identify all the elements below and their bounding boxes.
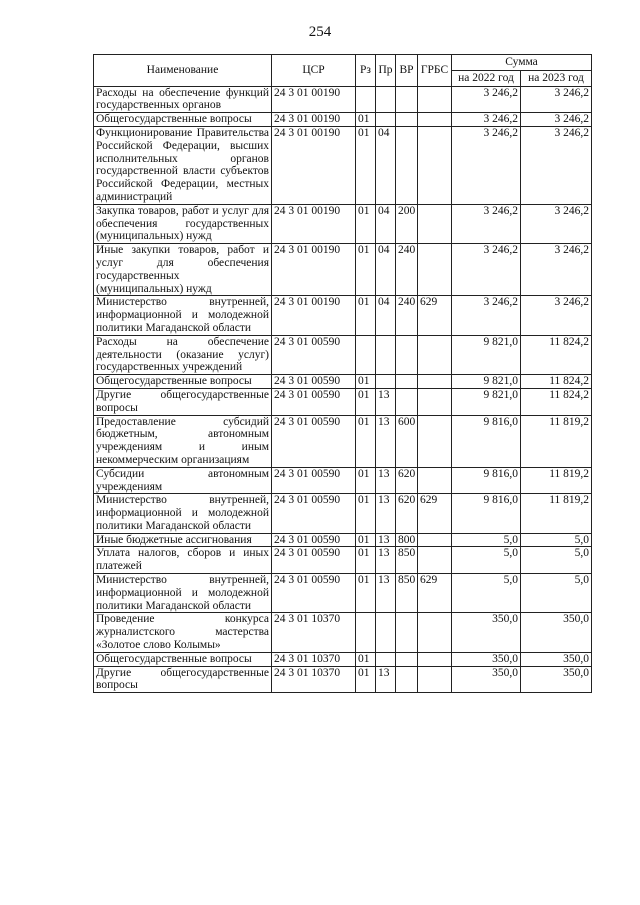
cell-csr: 24 3 01 00590 xyxy=(272,547,356,574)
cell-vr xyxy=(396,126,418,204)
cell-csr: 24 3 01 00590 xyxy=(272,415,356,467)
cell-rz: 01 xyxy=(356,494,376,533)
cell-name: Иные бюджетные ассигнования xyxy=(94,533,272,547)
cell-grbs: 629 xyxy=(418,296,452,335)
cell-csr: 24 3 01 00190 xyxy=(272,296,356,335)
cell-name: Общегосударственные вопросы xyxy=(94,113,272,127)
cell-sum-2023: 5,0 xyxy=(521,547,592,574)
cell-csr: 24 3 01 00590 xyxy=(272,467,356,494)
cell-name: Расходы на обеспечение функций государственных органов xyxy=(94,86,272,113)
cell-pr: 04 xyxy=(376,244,396,296)
cell-grbs xyxy=(418,388,452,415)
cell-grbs xyxy=(418,375,452,389)
cell-vr: 620 xyxy=(396,467,418,494)
cell-grbs xyxy=(418,613,452,652)
table-body xyxy=(94,86,592,693)
cell-csr: 24 3 01 00190 xyxy=(272,204,356,243)
cell-rz: 01 xyxy=(356,375,376,389)
cell-rz: 01 xyxy=(356,547,376,574)
cell-csr: 24 3 01 10370 xyxy=(272,613,356,652)
cell-sum-2022: 3 246,2 xyxy=(452,244,521,296)
cell-sum-2023: 3 246,2 xyxy=(521,113,592,127)
header-rz: Рз xyxy=(356,55,376,87)
cell-sum-2022: 350,0 xyxy=(452,666,521,693)
table-row xyxy=(94,415,592,467)
cell-sum-2023: 11 819,2 xyxy=(521,415,592,467)
header-grbs: ГРБС xyxy=(418,55,452,87)
cell-grbs: 629 xyxy=(418,494,452,533)
header-2022: на 2022 год xyxy=(452,70,521,86)
table-row xyxy=(94,613,592,652)
cell-sum-2023: 3 246,2 xyxy=(521,204,592,243)
table-row xyxy=(94,574,592,613)
cell-vr: 800 xyxy=(396,533,418,547)
cell-name: Общегосударственные вопросы xyxy=(94,375,272,389)
cell-sum-2023: 5,0 xyxy=(521,574,592,613)
table-row xyxy=(94,335,592,374)
cell-grbs xyxy=(418,86,452,113)
cell-grbs: 629 xyxy=(418,574,452,613)
cell-sum-2023: 3 246,2 xyxy=(521,86,592,113)
cell-sum-2023: 5,0 xyxy=(521,533,592,547)
cell-grbs xyxy=(418,533,452,547)
cell-vr: 240 xyxy=(396,244,418,296)
header-csr: ЦСР xyxy=(272,55,356,87)
cell-sum-2022: 3 246,2 xyxy=(452,126,521,204)
cell-sum-2022: 9 821,0 xyxy=(452,375,521,389)
cell-csr: 24 3 01 00190 xyxy=(272,86,356,113)
budget-table xyxy=(93,54,592,693)
cell-sum-2023: 350,0 xyxy=(521,652,592,666)
cell-sum-2023: 3 246,2 xyxy=(521,244,592,296)
cell-vr xyxy=(396,666,418,693)
cell-vr: 850 xyxy=(396,547,418,574)
cell-csr: 24 3 01 00190 xyxy=(272,126,356,204)
cell-pr: 13 xyxy=(376,666,396,693)
cell-sum-2022: 9 816,0 xyxy=(452,494,521,533)
cell-rz xyxy=(356,335,376,374)
cell-sum-2022: 9 816,0 xyxy=(452,467,521,494)
cell-csr: 24 3 01 00590 xyxy=(272,335,356,374)
header-2023: на 2023 год xyxy=(521,70,592,86)
cell-pr: 13 xyxy=(376,467,396,494)
cell-name: Другие общегосударственные вопросы xyxy=(94,388,272,415)
cell-rz: 01 xyxy=(356,296,376,335)
cell-name: Уплата налогов, сборов и иных платежей xyxy=(94,547,272,574)
cell-grbs xyxy=(418,467,452,494)
cell-vr xyxy=(396,388,418,415)
cell-sum-2022: 9 821,0 xyxy=(452,335,521,374)
cell-rz xyxy=(356,613,376,652)
cell-sum-2023: 350,0 xyxy=(521,613,592,652)
cell-pr: 13 xyxy=(376,533,396,547)
cell-pr xyxy=(376,613,396,652)
cell-csr: 24 3 01 10370 xyxy=(272,652,356,666)
table-row xyxy=(94,244,592,296)
header-sum: Сумма xyxy=(452,55,592,71)
table-row xyxy=(94,388,592,415)
cell-sum-2023: 350,0 xyxy=(521,666,592,693)
cell-sum-2022: 3 246,2 xyxy=(452,296,521,335)
cell-rz: 01 xyxy=(356,666,376,693)
cell-pr xyxy=(376,652,396,666)
table-row xyxy=(94,296,592,335)
cell-vr xyxy=(396,375,418,389)
cell-sum-2022: 350,0 xyxy=(452,652,521,666)
cell-vr: 850 xyxy=(396,574,418,613)
cell-sum-2022: 5,0 xyxy=(452,574,521,613)
header-vr: ВР xyxy=(396,55,418,87)
cell-name: Министерство внутренней, информационной и молодежной политики Магаданской области xyxy=(94,574,272,613)
cell-pr: 13 xyxy=(376,574,396,613)
cell-pr xyxy=(376,86,396,113)
cell-rz: 01 xyxy=(356,574,376,613)
cell-grbs xyxy=(418,244,452,296)
cell-vr xyxy=(396,113,418,127)
cell-vr: 200 xyxy=(396,204,418,243)
cell-grbs xyxy=(418,204,452,243)
cell-pr: 13 xyxy=(376,494,396,533)
cell-sum-2023: 3 246,2 xyxy=(521,126,592,204)
cell-sum-2022: 5,0 xyxy=(452,547,521,574)
cell-sum-2023: 11 824,2 xyxy=(521,388,592,415)
table-row xyxy=(94,375,592,389)
cell-sum-2022: 3 246,2 xyxy=(452,204,521,243)
cell-rz: 01 xyxy=(356,388,376,415)
cell-rz: 01 xyxy=(356,204,376,243)
cell-csr: 24 3 01 10370 xyxy=(272,666,356,693)
cell-pr: 13 xyxy=(376,547,396,574)
cell-grbs xyxy=(418,415,452,467)
cell-vr xyxy=(396,335,418,374)
cell-name: Другие общегосударственные вопросы xyxy=(94,666,272,693)
cell-name: Министерство внутренней, информационной и молодежной политики Магаданской области xyxy=(94,494,272,533)
page-number: 254 xyxy=(308,24,332,40)
cell-sum-2023: 11 824,2 xyxy=(521,375,592,389)
header-row xyxy=(94,55,592,71)
cell-grbs xyxy=(418,652,452,666)
cell-sum-2023: 3 246,2 xyxy=(521,296,592,335)
table-row xyxy=(94,113,592,127)
cell-grbs xyxy=(418,547,452,574)
cell-vr: 240 xyxy=(396,296,418,335)
cell-rz: 01 xyxy=(356,652,376,666)
cell-rz: 01 xyxy=(356,533,376,547)
cell-grbs xyxy=(418,113,452,127)
header-pr: Пр xyxy=(376,55,396,87)
cell-name: Общегосударственные вопросы xyxy=(94,652,272,666)
table-row xyxy=(94,467,592,494)
table-row xyxy=(94,533,592,547)
cell-sum-2022: 9 816,0 xyxy=(452,415,521,467)
cell-rz: 01 xyxy=(356,415,376,467)
cell-pr xyxy=(376,375,396,389)
cell-sum-2022: 3 246,2 xyxy=(452,86,521,113)
cell-name: Субсидии автономным учреждениям xyxy=(94,467,272,494)
cell-grbs xyxy=(418,335,452,374)
cell-pr xyxy=(376,113,396,127)
cell-vr xyxy=(396,86,418,113)
cell-sum-2023: 11 819,2 xyxy=(521,494,592,533)
cell-pr: 13 xyxy=(376,415,396,467)
cell-sum-2022: 350,0 xyxy=(452,613,521,652)
cell-pr xyxy=(376,335,396,374)
cell-vr xyxy=(396,613,418,652)
cell-vr xyxy=(396,652,418,666)
table-row xyxy=(94,652,592,666)
cell-pr: 04 xyxy=(376,296,396,335)
cell-csr: 24 3 01 00590 xyxy=(272,388,356,415)
cell-name: Проведение конкурса журналистского мастерства «Золотое слово Колымы» xyxy=(94,613,272,652)
cell-sum-2022: 5,0 xyxy=(452,533,521,547)
cell-csr: 24 3 01 00590 xyxy=(272,375,356,389)
table-row xyxy=(94,86,592,113)
cell-name: Иные закупки товаров, работ и услуг для обеспечения государственных (муниципальных) нужд xyxy=(94,244,272,296)
cell-vr: 620 xyxy=(396,494,418,533)
table-row xyxy=(94,666,592,693)
cell-sum-2022: 3 246,2 xyxy=(452,113,521,127)
table-row xyxy=(94,547,592,574)
cell-pr: 04 xyxy=(376,204,396,243)
cell-rz: 01 xyxy=(356,126,376,204)
cell-csr: 24 3 01 00590 xyxy=(272,574,356,613)
table-row xyxy=(94,204,592,243)
cell-sum-2023: 11 819,2 xyxy=(521,467,592,494)
cell-sum-2023: 11 824,2 xyxy=(521,335,592,374)
cell-pr: 04 xyxy=(376,126,396,204)
table-row xyxy=(94,126,592,204)
cell-grbs xyxy=(418,126,452,204)
cell-name: Предоставление субсидий бюджетным, автономным учреждениям и иным некоммерческим организациям xyxy=(94,415,272,467)
cell-rz: 01 xyxy=(356,244,376,296)
cell-rz: 01 xyxy=(356,467,376,494)
cell-name: Расходы на обеспечение деятельности (оказание услуг) государственных учреждений xyxy=(94,335,272,374)
cell-pr: 13 xyxy=(376,388,396,415)
cell-vr: 600 xyxy=(396,415,418,467)
cell-name: Министерство внутренней, информационной и молодежной политики Магаданской области xyxy=(94,296,272,335)
cell-name: Функционирование Правительства Российской Федерации, высших исполнительных органов государственной власти субъектов Российской Федерации, местных администраций xyxy=(94,126,272,204)
cell-name: Закупка товаров, работ и услуг для обеспечения государственных (муниципальных) нужд xyxy=(94,204,272,243)
cell-csr: 24 3 01 00190 xyxy=(272,113,356,127)
header-name: Наименование xyxy=(94,55,272,87)
cell-csr: 24 3 01 00590 xyxy=(272,494,356,533)
cell-csr: 24 3 01 00590 xyxy=(272,533,356,547)
cell-grbs xyxy=(418,666,452,693)
table-row xyxy=(94,494,592,533)
cell-csr: 24 3 01 00190 xyxy=(272,244,356,296)
cell-rz: 01 xyxy=(356,113,376,127)
cell-sum-2022: 9 821,0 xyxy=(452,388,521,415)
cell-rz xyxy=(356,86,376,113)
